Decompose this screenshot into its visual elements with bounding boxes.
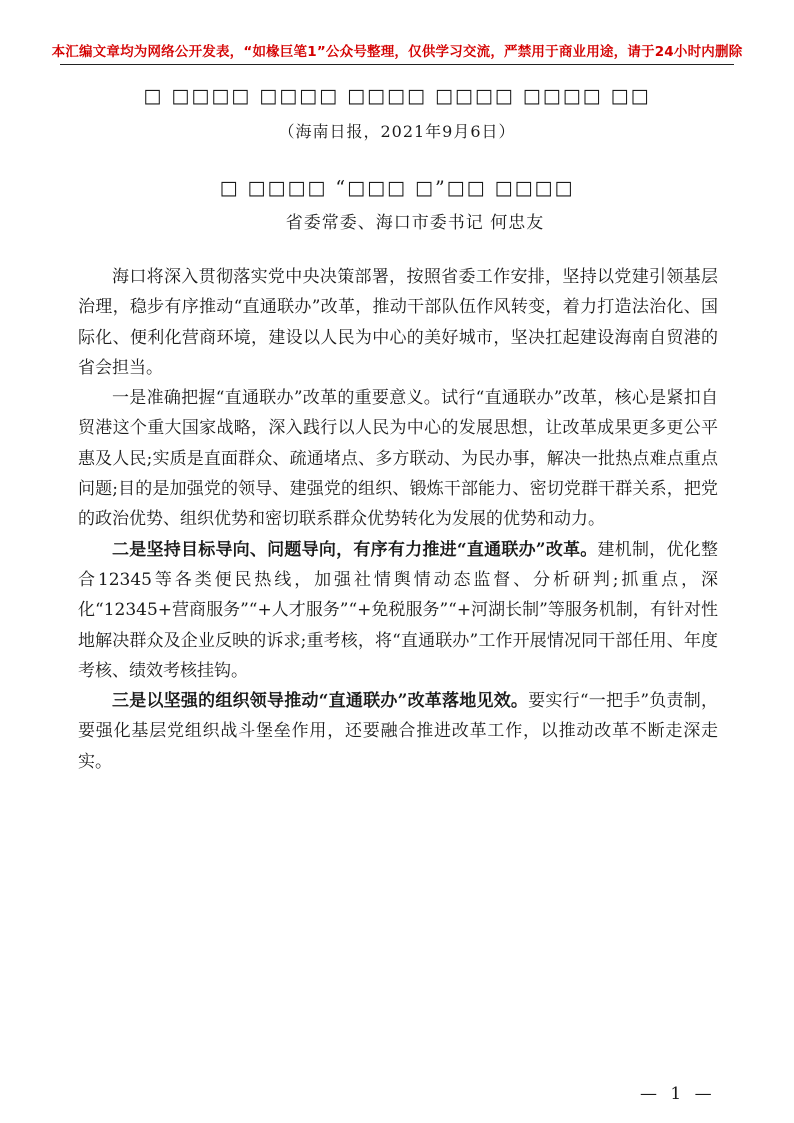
paragraph-4: [78, 686, 718, 777]
article-body: [78, 262, 718, 777]
source-line: （海南日报，2021年9月6日）: [278, 122, 516, 141]
page-number: — 1 —: [640, 1084, 716, 1104]
paragraph-text: 一是准确把握“直通联办”改革的重要意义。试行“直通联办”改革，核心是紧扣自贸港这个重大国家战略，深入践行以人民为中心的发展思想，让改革成果更多更公平惠及人民;实质是直面群众、疏通堵点、多方联动、为民办事，解决一批热点难点重点问题;目的是加强党的领导、建强党的组织、锻炼干部能力、密切党群干群关系，把党的政治优势、组织优势和密切联系群众优势转化为发展的优势和动力。: [78, 388, 718, 530]
paragraph-lead: 三是以坚强的组织领导推动“直通联办”改革落地见效。: [112, 691, 529, 712]
paragraph-3: [78, 535, 718, 686]
paragraph-text: 要实行“一把手”负责制，要强化基层党组织战斗堡垒作用，还要融合推进改革工作，以推动改革不断走深走实。: [78, 691, 718, 772]
title-line-1: □ □□□□ □□□□ □□□□ □□□□ □□□□ □□: [143, 85, 651, 107]
paragraph-lead: 二是坚持目标导向、问题导向，有序有力推进“直通联办”改革。: [112, 539, 598, 560]
paragraph-text: 建机制，优化整合12345等各类便民热线，加强社情舆情动态监督、分析研判;抓重点，深化“12345+营商服务”“+人才服务”“+免税服务”“+河湖长制”等服务机制，有针对性地解决群众及企业反映的诉求;重考核，将“直通联办”工作开展情况同干部任用、年度考核、绩效考核挂钩。: [78, 539, 718, 681]
title-line-2: □ □□□□ “□□□ □”□□ □□□□: [219, 177, 575, 199]
paragraph-text: 海口将深入贯彻落实党中央决策部署，按照省委工作安排，坚持以党建引领基层治理，稳步有序推动“直通联办”改革，推动干部队伍作风转变，着力打造法治化、国际化、便利化营商环境，建设以人民为中心的美好城市，坚决扛起建设海南自贸港的省会担当。: [78, 267, 718, 378]
header-divider: [60, 64, 734, 65]
author-line: 省委常委、海口市委书记 何忠友: [285, 213, 545, 233]
header-notice: 本汇编文章均为网络公开发表，“如椽巨笔1”公众号整理，仅供学习交流，严禁用于商业用途，请于24小时内删除: [51, 44, 743, 60]
paragraph-2: [78, 383, 718, 534]
paragraph-1: [78, 262, 718, 383]
